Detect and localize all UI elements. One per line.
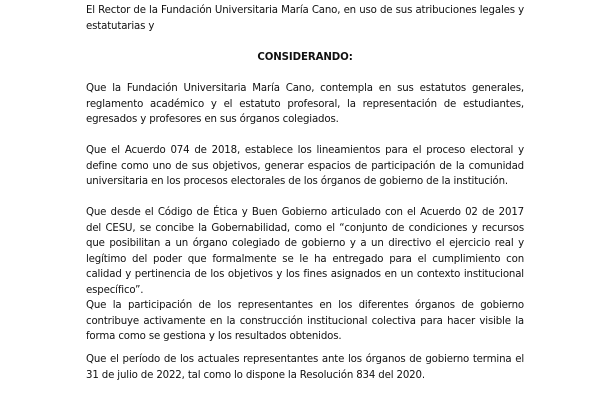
- paragraph-participation: Que la participación de los representantes en los diferentes órganos de gobierno contribuye activamente en la construcción institucional colectiva para hacer visible la forma como se gestiona y los resultados obtenidos.: [86, 300, 524, 342]
- intro-paragraph: El Rector de la Fundación Universitaria María Cano, en uso de sus atribuciones legales y estatutarias y: [86, 5, 524, 32]
- paragraph-ethics-code: Que desde el Código de Ética y Buen Gobierno articulado con el Acuerdo 02 de 2017 del CESU, se concibe la Gobernabilidad, como el “conjunto de condiciones y recursos que posibilitan a un órgano colegiado de gobierno y a un directivo el ejercicio real y legítimo del poder que formalmente se le ha entregado para el cumplimiento con calidad y pertinencia de los objetivos y los fines asignados en un contexto institucional específico”.: [86, 207, 524, 296]
- section-heading: CONSIDERANDO:: [257, 52, 353, 63]
- paragraph-period: Que el período de los actuales representantes ante los órganos de gobierno termina el 31 de julio de 2022, tal como lo dispone la Resolución 834 del 2020.: [86, 354, 524, 381]
- paragraph-statutes: Que la Fundación Universitaria María Cano, contempla en sus estatutos generales, reglamento académico y el estatuto profesoral, la representación de estudiantes, egresados y profesores en sus órganos colegiados.: [86, 83, 524, 125]
- paragraph-agreement-074: Que el Acuerdo 074 de 2018, establece los lineamientos para el proceso electoral y define como uno de sus objetivos, generar espacios de participación de la comunidad universitaria en los procesos electorales de los órganos de gobierno de la institución.: [86, 145, 524, 187]
